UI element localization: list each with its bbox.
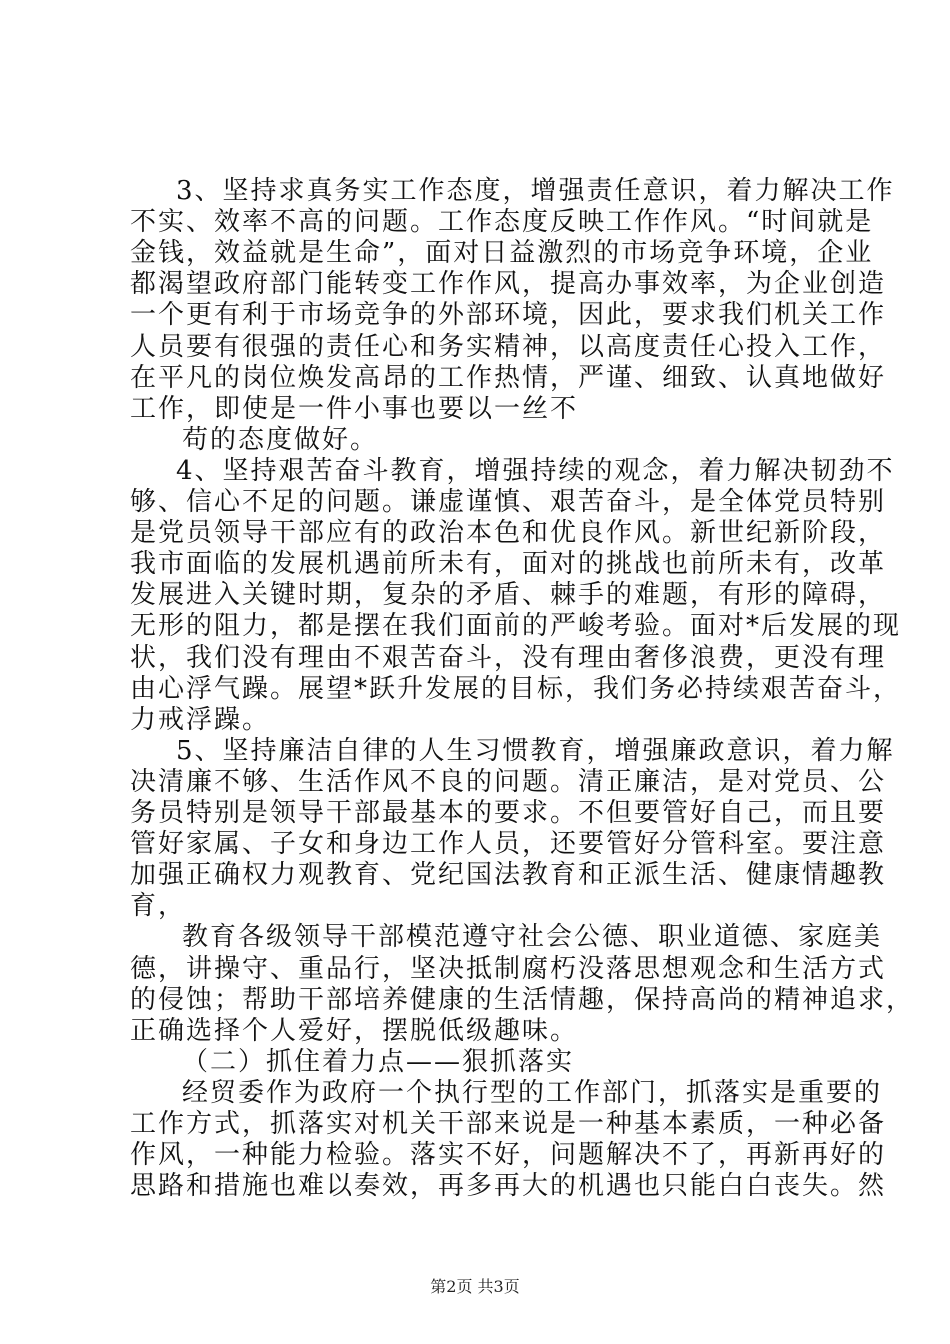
text-line: 在平凡的岗位焕发高昂的工作热情，严谨、细致、认真地做好	[130, 362, 887, 393]
text-line: 4、坚持艰苦奋斗教育，增强持续的观念，着力解决韧劲不	[176, 455, 895, 486]
text-line: 状，我们没有理由不艰苦奋斗，没有理由奢侈浪费，更没有理	[130, 642, 887, 673]
text-line: 5、坚持廉洁自律的人生习惯教育，增强廉政意识，着力解	[176, 735, 895, 766]
text-line: 人员要有很强的责任心和务实精神，以高度责任心投入工作，	[130, 331, 887, 362]
text-line: 务员特别是领导干部最基本的要求。不但要管好自己，而且要	[130, 798, 887, 828]
text-line: 3、坚持求真务实工作态度，增强责任意识，着力解决工作	[176, 176, 895, 206]
text-line: 思路和措施也难以奏效，再多再大的机遇也只能白白丧失。然	[130, 1171, 887, 1202]
text-line: 无形的阻力，都是摆在我们面前的严峻考验。面对*后发展的现	[130, 611, 902, 642]
text-line: 作风，一种能力检验。落实不好，问题解决不了，再新再好的	[130, 1140, 887, 1171]
text-line: （二）抓住着力点——狠抓落实	[182, 1046, 575, 1077]
text-line: 力戒浮躁。	[130, 704, 271, 735]
text-line: 发展进入关键时期，复杂的矛盾、棘手的难题，有形的障碍，	[130, 580, 887, 611]
text-line: 金钱，效益就是生命”，面对日益激烈的市场竞争环境，企业	[130, 238, 874, 269]
text-line: 都渴望政府部门能转变工作作风，提高办事效率，为企业创造	[130, 269, 887, 300]
text-line: 由心浮气躁。展望*跃升发展的目标，我们务必持续艰苦奋斗，	[130, 673, 902, 704]
text-line: 加强正确权力观教育、党纪国法教育和正派生活、健康情趣教	[130, 860, 887, 891]
text-line: 正确选择个人爱好，摆脱低级趣味。	[130, 1015, 579, 1046]
page-footer: 第2页 共3页	[430, 1277, 520, 1296]
text-line: 决清廉不够、生活作风不良的问题。清正廉洁，是对党员、公	[130, 766, 887, 797]
text-line: 是党员领导干部应有的政治本色和优良作风。新世纪新阶段，	[130, 518, 887, 549]
text-line: 够、信心不足的问题。谦虚谨慎、艰苦奋斗，是全体党员特别	[130, 487, 887, 517]
text-line: 苟的态度做好。	[182, 424, 379, 455]
text-line: 不实、效率不高的问题。工作态度反映工作作风。“时间就是	[130, 207, 874, 238]
text-line: 经贸委作为政府一个执行型的工作部门，抓落实是重要的	[182, 1077, 883, 1108]
text-line: 工作，即使是一件小事也要以一丝不	[130, 393, 579, 424]
text-line: 工作方式，抓落实对机关干部来说是一种基本素质，一种必备	[130, 1109, 887, 1139]
text-line: 管好家属、子女和身边工作人员，还要管好分管科室。要注意	[130, 829, 887, 860]
text-line: 的侵蚀；帮助干部培养健康的生活情趣，保持高尚的精神追求，	[130, 984, 915, 1015]
text-line: 德，讲操守、重品行，坚决抵制腐朽没落思想观念和生活方式	[130, 953, 887, 984]
text-line: 一个更有利于市场竞争的外部环境，因此，要求我们机关工作	[130, 300, 887, 331]
text-line: 教育各级领导干部模范遵守社会公德、职业道德、家庭美	[182, 922, 883, 953]
text-line: 我市面临的发展机遇前所未有，面对的挑战也前所未有，改革	[130, 549, 887, 580]
text-line: 育，	[130, 891, 187, 922]
